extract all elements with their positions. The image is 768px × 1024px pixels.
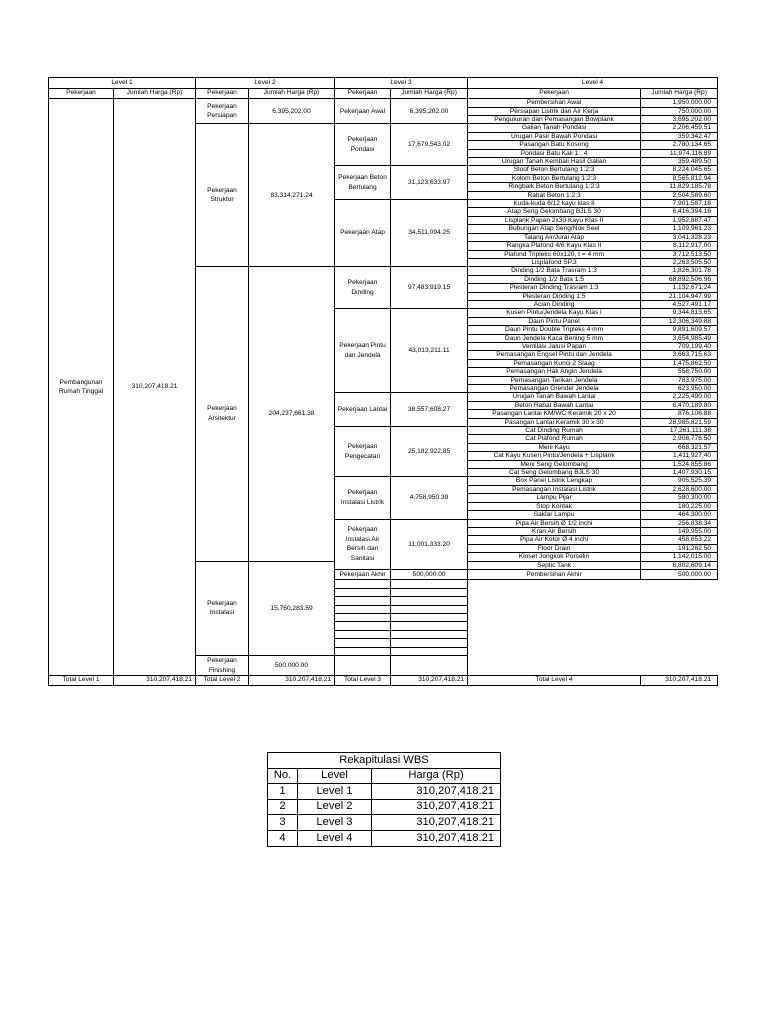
column-header: Jumlah Harga (Rp) (641, 88, 718, 99)
level4-value: 1,950,000.00 (641, 99, 718, 107)
level4-name: Stop Kontak (468, 502, 641, 510)
totals-row (49, 676, 718, 686)
level3-value: 11,001,333.20 (391, 519, 468, 569)
level3-value: 43,013,211.11 (391, 309, 468, 393)
level3-value: 34,511,094.25 (391, 200, 468, 267)
level3-name: Pekerjaan Pintu dan Jendela (335, 309, 391, 393)
level4-name: Lisplafond SP.3 (468, 258, 641, 266)
column-header: Pekerjaan (335, 88, 391, 99)
level3-value: 97,483,919.15 (391, 267, 468, 309)
level4-name: Rabat Beton 1:2:3 (468, 191, 641, 199)
level4-value: 9,344,813.65 (641, 309, 718, 317)
level4-name: Daun Pintu Panel (468, 317, 641, 325)
column-header: Pekerjaan (49, 88, 114, 99)
level4-value: 2,504,589.60 (641, 191, 718, 199)
recap-no: 2 (268, 799, 298, 815)
level4-name: Box Panel Listrik Lengkap (468, 477, 641, 485)
level4-name: Dinding 1/2 Bata Trasram 1:3 (468, 267, 641, 275)
level4-name: Kran Air Bersih (468, 527, 641, 535)
level4-value: 1,142,015.00 (641, 553, 718, 561)
level4-value: 1,826,301.78 (641, 267, 718, 275)
recap-harga: 310,207,418.21 (372, 784, 501, 800)
level4-name (335, 630, 391, 638)
level4-value (391, 647, 468, 655)
level4-name: Sloof Beton Bertulang 1:2:3 (468, 166, 641, 174)
recap-harga: 310,207,418.21 (372, 815, 501, 831)
total-value: 310,207,418.21 (391, 676, 468, 686)
level4-name: Pipa Air Bersih Ø 1/2 inchi (468, 519, 641, 527)
level4-value (391, 639, 468, 647)
level4-name: Pasangan Lantai Keramik 30 x 30 (468, 418, 641, 426)
level4-name (335, 622, 391, 630)
level4-name: Lampu Pijar (468, 494, 641, 502)
level4-value: 17,261,111.38 (641, 427, 718, 435)
level3-value: 25,182,922.85 (391, 427, 468, 477)
level2-name: Pekerjaan Struktur (196, 124, 249, 267)
level4-value: 191,262.50 (641, 544, 718, 552)
level4-value: 2,206,459.51 (641, 124, 718, 132)
total-label: Total Level 4 (468, 676, 641, 686)
wbs-table (48, 77, 718, 686)
level3-name: Pekerjaan Pengecatan (335, 427, 391, 477)
level4-name: Pembersihan Awal (468, 99, 641, 107)
level4-name: Talang Air/Jurai Atap (468, 233, 641, 241)
level4-name: Pemasangan Tarikan Jendela (468, 376, 641, 384)
level4-value: 21,104,947.99 (641, 292, 718, 300)
level4-name: Floor Drain (468, 544, 641, 552)
level4-value (391, 614, 468, 622)
level4-name: Meni Kayu (468, 443, 641, 451)
level4-name (335, 597, 391, 605)
level4-value: 1,411,927.40 (641, 452, 718, 460)
level4-value: 709,199.40 (641, 342, 718, 350)
level4-value: 8,224,045.65 (641, 166, 718, 174)
recap-no: 4 (268, 830, 298, 846)
recap-title-row (268, 753, 501, 769)
level4-name: Kloset Jongkok Porselin (468, 553, 641, 561)
level4-value: 359,489.50 (641, 158, 718, 166)
level-header: Level 2 (196, 78, 335, 89)
level3-value: 6,395,202.00 (391, 99, 468, 124)
level4-name: Pemasangan Grendel Jendela (468, 385, 641, 393)
level4-value: 256,838.34 (641, 519, 718, 527)
level3-value: 31,123,633.97 (391, 166, 468, 200)
level4-value: 359,342.47 (641, 132, 718, 140)
total-label: Total Level 1 (49, 676, 114, 686)
level3-name: Pekerjaan Pondasi (335, 124, 391, 166)
recap-row (268, 784, 501, 800)
level4-name: Pemasangan Instalasi Listrik (468, 485, 641, 493)
level4-name: Septic Tank (468, 561, 641, 569)
level4-value: 905,525.39 (641, 477, 718, 485)
level4-value: 783,975.00 (641, 376, 718, 384)
level4-name: Kuda-kuda 6/12 kayu klas II (468, 200, 641, 208)
level4-value: 180,225.00 (641, 502, 718, 510)
level4-value: 3,654,985.49 (641, 334, 718, 342)
level4-name (335, 639, 391, 647)
level-header: Level 1 (49, 78, 196, 89)
level4-name (335, 656, 391, 676)
level4-value: 1,952,887.47 (641, 216, 718, 224)
level4-value: 28,985,821.59 (641, 418, 718, 426)
level2-value: 204,237,661.38 (249, 267, 335, 561)
level4-name: Plesteran Dinding Trasram 1:3 (468, 284, 641, 292)
level4-value (391, 622, 468, 630)
level4-value: 2,225,490.00 (641, 393, 718, 401)
total-label: Total Level 3 (335, 676, 391, 686)
level4-name: Pasangan Batu Kosong (468, 141, 641, 149)
level2-value: 6,395,202.00 (249, 99, 335, 124)
level4-value (391, 656, 468, 676)
column-header: Pekerjaan (468, 88, 641, 99)
level4-value: 1,407,930.15 (641, 469, 718, 477)
level4-name: Daun Pintu Double Tripleks 4 mm (468, 326, 641, 334)
level3-name: Pekerjaan Instalasi Air Bersih dan Sanitasi (335, 519, 391, 569)
level4-value: 3,041,328.23 (641, 233, 718, 241)
level3-value: 17,679,543.02 (391, 124, 468, 166)
level4-name: Lisplank Papan 2x30 Kayu Klas II (468, 216, 641, 224)
recap-header-level: Level (298, 768, 372, 784)
level4-name: Atap Seng Gelombang BJLS 30 (468, 208, 641, 216)
level2-value: 83,314,271.24 (249, 124, 335, 267)
level4-name: Beton Rabat Bawah Lantai (468, 401, 641, 409)
level4-name: Pondasi Batu Kali 1 : 4 (468, 149, 641, 157)
level4-name: Saklar Lampu (468, 511, 641, 519)
level4-name: Plesteran Dinding 1:5 (468, 292, 641, 300)
level4-name: Pengukuran dan Pemasangan Bowplank (468, 116, 641, 124)
level4-name: Persiapan Listrik dan Air Kerja (468, 107, 641, 115)
level-header: Level 4 (468, 78, 718, 89)
level4-value: 12,306,349.88 (641, 317, 718, 325)
level4-value: 68,892,506.96 (641, 275, 718, 283)
level4-name: Ringbalk Beton Bertulang 1:2:3 (468, 183, 641, 191)
level4-value: 500,000.00 (641, 569, 718, 580)
level3-name: Pekerjaan Beton Bertulang (335, 166, 391, 200)
level4-value: 464,300.00 (641, 511, 718, 519)
level4-name: Pipa Air Kotor Ø 4 inchi (468, 536, 641, 544)
level4-value (391, 605, 468, 613)
level4-value: 2,780,134.65 (641, 141, 718, 149)
level4-name: Urugan Tanah Kembali Hasil Galian (468, 158, 641, 166)
level4-value: 3,712,513.50 (641, 250, 718, 258)
recap-header-row (268, 768, 501, 784)
recap-title: Rekapitulasi WBS (268, 753, 501, 769)
recap-row (268, 830, 501, 846)
level4-value: 458,653.22 (641, 536, 718, 544)
level3-value: 4,758,950.39 (391, 477, 468, 519)
level1-name: Pembangunan Rumah Tinggal (49, 99, 114, 676)
level4-value: 1,524,855.86 (641, 460, 718, 468)
level4-name: Ventilasi Jalusi Papan (468, 342, 641, 350)
recap-table (267, 752, 501, 847)
level4-value: 750,000.00 (641, 107, 718, 115)
level4-value: 6,416,394.16 (641, 208, 718, 216)
level4-name: Bubungan Atap Seng/Nok Seel (468, 225, 641, 233)
level1-value: 310,207,418.21 (114, 99, 196, 676)
level2-value: 500,000.00 (249, 656, 335, 676)
level-header-row (49, 78, 718, 89)
recap-level: Level 2 (298, 799, 372, 815)
level4-value: 8,802,609.14 (641, 561, 718, 569)
level4-name: Daun Jendela Kaca Bening 5 mm (468, 334, 641, 342)
level-header: Level 3 (335, 78, 468, 89)
level4-name: Meni Seng Gelombang (468, 460, 641, 468)
column-header: Jumlah Harga (Rp) (249, 88, 335, 99)
level4-value: 9,891,609.57 (641, 326, 718, 334)
recap-row (268, 815, 501, 831)
level4-name: Rangka Plafond 4/6 Kayu Klas II (468, 242, 641, 250)
level3-value: 38,557,608.27 (391, 393, 468, 427)
level4-value: 4,527,491.17 (641, 300, 718, 308)
level4-value (391, 597, 468, 605)
level4-value: 2,628,600.00 (641, 485, 718, 493)
level4-value (391, 630, 468, 638)
level4-name (335, 588, 391, 596)
level3-name: Pekerjaan Akhir (335, 569, 391, 580)
level4-name: Cat Seng Gelombang BJLS 30 (468, 469, 641, 477)
level4-name: Cat Dinding Rumah (468, 427, 641, 435)
level4-value: 149,955.00 (641, 527, 718, 535)
level4-name: Urugan Tanah Bawah Lantai (468, 393, 641, 401)
level3-name: Pekerjaan Awal (335, 99, 391, 124)
level4-value: 2,908,776.50 (641, 435, 718, 443)
level4-value: 580,300.00 (641, 494, 718, 502)
column-header-row (49, 88, 718, 99)
table-row (49, 99, 718, 107)
level4-value: 623,950.00 (641, 385, 718, 393)
level4-name (335, 605, 391, 613)
column-header: Pekerjaan (196, 88, 249, 99)
recap-header-harga: Harga (Rp) (372, 768, 501, 784)
level4-value (391, 588, 468, 596)
level2-name: Pekerjaan Persiapan (196, 99, 249, 124)
level4-name: Pemasangan Engsel Pintu dan Jendela (468, 351, 641, 359)
level2-name: Pekerjaan Instalasi (196, 561, 249, 655)
level4-name: Kolom Beton Bertulang 1:2:3 (468, 174, 641, 182)
level2-name: Pekerjaan Finishing (196, 656, 249, 676)
total-label: Total Level 2 (196, 676, 249, 686)
level4-value: 3,663,715.63 (641, 351, 718, 359)
level4-value: 1,109,961.23 (641, 225, 718, 233)
level4-value: 1,475,862.50 (641, 359, 718, 367)
total-value: 310,207,418.21 (249, 676, 335, 686)
level4-name (335, 647, 391, 655)
level4-value: 876,106.88 (641, 410, 718, 418)
level4-value: 11,974,116.89 (641, 149, 718, 157)
column-header: Jumlah Harga (Rp) (391, 88, 468, 99)
recap-no: 3 (268, 815, 298, 831)
level4-value (391, 580, 468, 588)
level4-value: 8,565,812.94 (641, 174, 718, 182)
level4-name: Acian Dinding (468, 300, 641, 308)
recap-harga: 310,207,418.21 (372, 799, 501, 815)
level4-name (335, 580, 391, 588)
level2-name: Pekerjaan Arsitektur (196, 267, 249, 561)
total-value: 310,207,418.21 (114, 676, 196, 686)
level4-value: 1,132,671.24 (641, 284, 718, 292)
level4-value: 8,112,917.00 (641, 242, 718, 250)
level4-name (335, 614, 391, 622)
level4-name: Pasangan Lantai KM/WC Keramik 20 x 20 (468, 410, 641, 418)
level4-name: Pembersihan Akhir (468, 569, 641, 580)
level4-name: Cat Plafond Rumah (468, 435, 641, 443)
recap-level: Level 3 (298, 815, 372, 831)
recap-harga: 310,207,418.21 (372, 830, 501, 846)
level4-value: 6,470,189.80 (641, 401, 718, 409)
level4-name: Pemasangan Kunci 2 Slaag (468, 359, 641, 367)
level3-name: Pekerjaan Instalasi Listrik (335, 477, 391, 519)
column-header: Jumlah Harga (Rp) (114, 88, 196, 99)
level3-value: 500,000.00 (391, 569, 468, 580)
level4-value: 558,750.00 (641, 368, 718, 376)
level4-value: 7,901,587.18 (641, 200, 718, 208)
level4-name: Kusen Pintu/Jendela Kayu Klas I (468, 309, 641, 317)
level4-value: 668,321.57 (641, 443, 718, 451)
level3-name: Pekerjaan Lantai (335, 393, 391, 427)
recap-level: Level 1 (298, 784, 372, 800)
level4-name: Pemasangan Hak Angin Jendela (468, 368, 641, 376)
level2-value: 15,760,283.59 (249, 561, 335, 655)
recap-no: 1 (268, 784, 298, 800)
recap-row (268, 799, 501, 815)
level4-name: Dinding 1/2 Bata 1:5 (468, 275, 641, 283)
level3-name: Pekerjaan Dinding (335, 267, 391, 309)
recap-level: Level 4 (298, 830, 372, 846)
total-value: 310,207,418.21 (641, 676, 718, 686)
level4-value: 11,829,185.78 (641, 183, 718, 191)
level4-name: Urugan Pasir Bawah Pondasi (468, 132, 641, 140)
level4-value: 2,263,505.50 (641, 258, 718, 266)
level4-value: 3,695,202.00 (641, 116, 718, 124)
level4-name: Cat Kayu Kusen Pintu/Jendela + Lisplank (468, 452, 641, 460)
recap-header-no: No. (268, 768, 298, 784)
level4-name: Galian Tanah Pondasi (468, 124, 641, 132)
level4-name: Plafond Tripleks 60x120, t = 4 mm (468, 250, 641, 258)
level3-name: Pekerjaan Atap (335, 200, 391, 267)
